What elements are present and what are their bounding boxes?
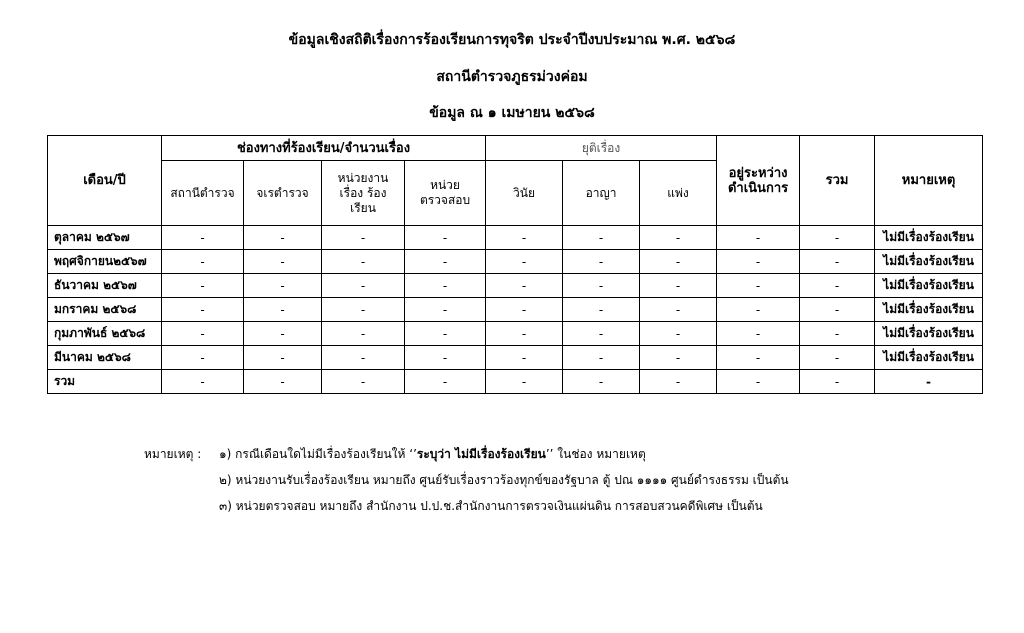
cell-value: -: [244, 346, 322, 370]
row-note: ไม่มีเรื่องร้องเรียน: [875, 346, 983, 370]
remarks-label: หมายเหตุ :: [144, 447, 202, 461]
cell-value: -: [640, 274, 717, 298]
cell-value: -: [322, 298, 405, 322]
cell-value: -: [563, 274, 640, 298]
header-complaint-unit: หน่วยงาน เรื่อง ร้องเรียน: [322, 161, 405, 226]
remark-item-1: [144, 441, 789, 467]
cell-value: -: [640, 322, 717, 346]
cell-value: -: [563, 250, 640, 274]
header-discipline: วินัย: [486, 161, 563, 226]
row-month: มกราคม ๒๕๖๘: [48, 298, 162, 322]
cell-value: -: [162, 226, 244, 250]
remark-item-3: ๓) หน่วยตรวจสอบ หมายถึง สำนักงาน ป.ป.ช.สำนักงานการตรวจเงินแผ่นดิน การสอบสวนคดีพิเศษ เป็นต้น: [219, 499, 763, 513]
cell-value: -: [800, 250, 875, 274]
cell-value: -: [244, 322, 322, 346]
cell-value: -: [162, 274, 244, 298]
cell-value: -: [717, 298, 800, 322]
cell-value: -: [717, 226, 800, 250]
remark-1-emphasis: ระบุว่า ไม่มีเรื่องร้องเรียน: [416, 447, 546, 461]
cell-value: -: [162, 346, 244, 370]
cell-value: -: [162, 370, 244, 394]
header-channels: ช่องทางที่ร้องเรียน/จำนวนเรื่อง: [162, 136, 486, 161]
header-month: เดือน/ปี: [48, 136, 162, 226]
cell-value: -: [405, 346, 486, 370]
row-month: ตุลาคม ๒๕๖๗: [48, 226, 162, 250]
table-row: [48, 226, 983, 250]
header-concluded: ยุติเรื่อง: [486, 136, 717, 161]
cell-value: -: [405, 274, 486, 298]
cell-value: -: [322, 322, 405, 346]
cell-value: -: [717, 274, 800, 298]
row-month: กุมภาพันธ์ ๒๕๖๘: [48, 322, 162, 346]
row-note: ไม่มีเรื่องร้องเรียน: [875, 250, 983, 274]
cell-value: -: [244, 250, 322, 274]
table-row: [48, 322, 983, 346]
cell-value: -: [563, 298, 640, 322]
remark-1-suffix: ’’ ในช่อง หมายเหตุ: [545, 447, 646, 461]
cell-value: -: [717, 370, 800, 394]
cell-value: -: [162, 322, 244, 346]
row-note: -: [875, 370, 983, 394]
cell-value: -: [405, 226, 486, 250]
cell-value: -: [717, 322, 800, 346]
cell-value: -: [640, 298, 717, 322]
cell-value: -: [405, 322, 486, 346]
row-month: มีนาคม ๒๕๖๘: [48, 346, 162, 370]
cell-value: -: [800, 274, 875, 298]
cell-value: -: [244, 370, 322, 394]
cell-value: -: [486, 346, 563, 370]
row-month: รวม: [48, 370, 162, 394]
cell-value: -: [800, 370, 875, 394]
cell-value: -: [405, 298, 486, 322]
table-row: [48, 298, 983, 322]
cell-value: -: [486, 226, 563, 250]
cell-value: -: [563, 226, 640, 250]
cell-value: -: [563, 370, 640, 394]
table-row: [48, 274, 983, 298]
cell-value: -: [322, 370, 405, 394]
header-in-progress: อยู่ระหว่าง ดำเนินการ: [717, 136, 800, 226]
cell-value: -: [162, 250, 244, 274]
cell-value: -: [244, 298, 322, 322]
cell-value: -: [800, 346, 875, 370]
cell-value: -: [800, 226, 875, 250]
header-inspection-unit: หน่วย ตรวจสอบ: [405, 161, 486, 226]
cell-value: -: [244, 274, 322, 298]
row-note: ไม่มีเรื่องร้องเรียน: [875, 322, 983, 346]
station-name: สถานีตำรวจภูธรม่วงค่อม: [436, 69, 588, 85]
table-row-total: [48, 370, 983, 394]
table-row: [48, 346, 983, 370]
cell-value: -: [640, 370, 717, 394]
cell-value: -: [322, 274, 405, 298]
row-note: ไม่มีเรื่องร้องเรียน: [875, 274, 983, 298]
cell-value: -: [322, 226, 405, 250]
cell-value: -: [486, 250, 563, 274]
header-civil: แพ่ง: [640, 161, 717, 226]
cell-value: -: [405, 370, 486, 394]
header-police-station: สถานีตำรวจ: [162, 161, 244, 226]
cell-value: -: [800, 322, 875, 346]
cell-value: -: [717, 346, 800, 370]
header-remark: หมายเหตุ: [875, 136, 983, 226]
document-title: ข้อมูลเชิงสถิติเรื่องการร้องเรียนการทุจริต ประจำปีงบประมาณ พ.ศ. ๒๕๖๘: [288, 32, 736, 48]
header-patrol: จเรตำรวจ: [244, 161, 322, 226]
cell-value: -: [486, 298, 563, 322]
remarks-section: [144, 441, 789, 519]
row-note: ไม่มีเรื่องร้องเรียน: [875, 226, 983, 250]
cell-value: -: [486, 274, 563, 298]
cell-value: -: [486, 322, 563, 346]
cell-value: -: [162, 298, 244, 322]
row-note: ไม่มีเรื่องร้องเรียน: [875, 298, 983, 322]
remark-1-prefix: ๑) กรณีเดือนใดไม่มีเรื่องร้องเรียนให้ ‘’: [219, 447, 417, 461]
cell-value: -: [717, 250, 800, 274]
cell-value: -: [322, 346, 405, 370]
row-month: ธันวาคม ๒๕๖๗: [48, 274, 162, 298]
header-criminal: อาญา: [563, 161, 640, 226]
cell-value: -: [405, 250, 486, 274]
cell-value: -: [640, 226, 717, 250]
cell-value: -: [322, 250, 405, 274]
cell-value: -: [563, 346, 640, 370]
cell-value: -: [640, 346, 717, 370]
remark-item-2: ๒) หน่วยงานรับเรื่องร้องเรียน หมายถึง ศูนย์รับเรื่องราวร้องทุกข์ของรัฐบาล ตู้ ปณ ๑๑๑๑ ศูนย์ดำรงธรรม เป็นต้น: [219, 473, 789, 487]
cell-value: -: [640, 250, 717, 274]
cell-value: -: [563, 322, 640, 346]
cell-value: -: [800, 298, 875, 322]
cell-value: -: [486, 370, 563, 394]
header-total: รวม: [800, 136, 875, 226]
cell-value: -: [244, 226, 322, 250]
complaint-stats-table: [47, 135, 983, 394]
table-row: [48, 250, 983, 274]
data-date: ข้อมูล ณ ๑ เมษายน ๒๕๖๘: [429, 105, 595, 121]
row-month: พฤศจิกายน๒๕๖๗: [48, 250, 162, 274]
